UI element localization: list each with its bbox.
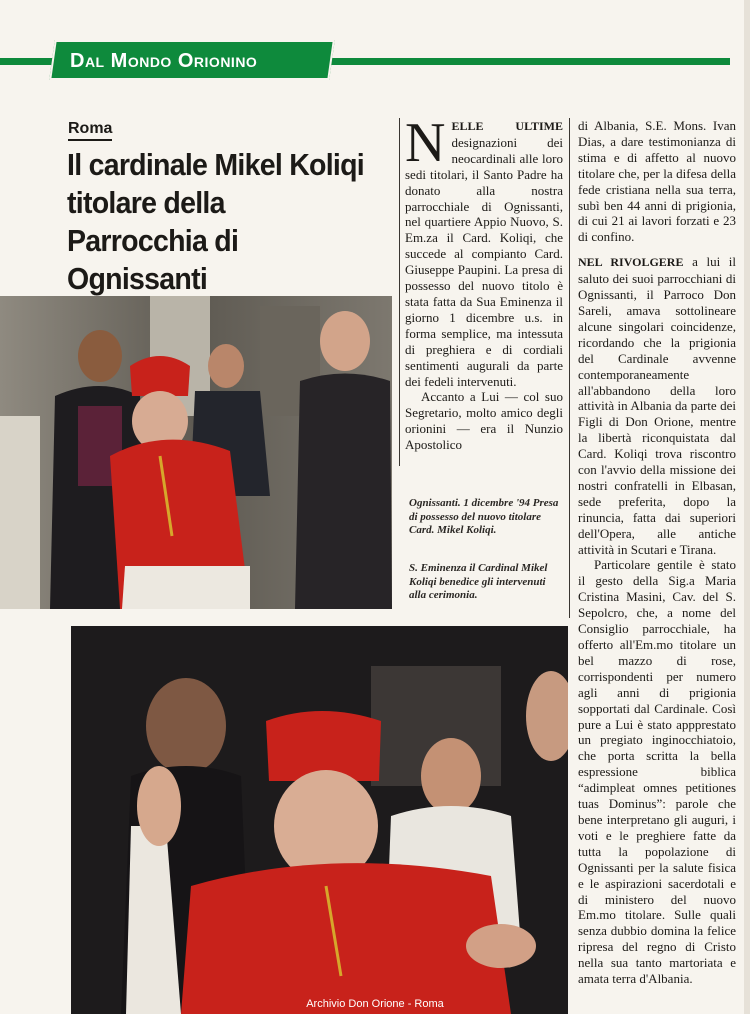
article-location: Roma bbox=[68, 120, 112, 141]
photo-caption-blessing: S. Eminenza il Cardinal Mikel Koliqi benedice gli intervenuti alla cerimonia. bbox=[409, 562, 548, 601]
section-label: Dal Mondo Orionino bbox=[70, 50, 258, 72]
photo-procession bbox=[0, 296, 392, 609]
archive-watermark: Archivio Don Orione - Roma bbox=[306, 998, 444, 1010]
photo-blessing bbox=[71, 626, 568, 1014]
text-column-1 bbox=[405, 112, 563, 453]
column-rule bbox=[569, 118, 570, 618]
paragraph-text: a lui il saluto dei suoi parrocchiani di Ognissanti, il Parroco Don Sareli, amava sottolineare alcune singolari coincidenze, ricordando che la prigionia del Cardinale avvenne contemporaneamente all'abbandono della loro attività in Albania da parte dei Figli di Don Orione, mentre la libertà riconquistata dal Card. Koliqi trova riscontro con l'avvio della missione dei nostri confratelli in Elbasan, sede preferita, dopo la rinuncia, fatta dai superiori dell'Opera, alle antiche attività in Scutari e Tirana. bbox=[578, 254, 737, 557]
paragraph: Accanto a Lui — col suo Segretario, molto amico degli orionini — era il Nunzio Apostolico bbox=[405, 389, 563, 453]
photo-caption-procession: Ognissanti. 1 dicembre '94 Presa di possesso del nuovo titolare Card. Mikel Koliqi. bbox=[409, 497, 559, 536]
paragraph-lead: NEL RIVOLGERE bbox=[578, 255, 684, 270]
column-rule bbox=[399, 118, 400, 466]
paragraph: di Albania, S.E. Mons. Ivan Dias, a dare testimonianza di stima e di affetto al nuovo titolare che, per la difesa della fede cristiana nella sua terra, subì ben 44 anni di prigionia, di cui 21 ai lavori forzati e 23 di confino. bbox=[578, 118, 736, 245]
text-column-2 bbox=[578, 118, 736, 987]
paragraph-text: designazioni dei neocardinali alle loro sedi titolari, il Santo Padre ha donato alla nostra parrocchiale di Ognissanti, nel quartiere Appio Nuovo, S. Em.za il Card. Koliqi, che succede al compianto Card. Giuseppe Paupini. La presa di possesso del nuovo titolo è stata fatta da Sua Eminenza il giorno 1 dicembre u.s. in forma semplice, ma intessuta di preghiera e di cordiali sentimenti augurali da parte dei fedeli intervenuti. bbox=[405, 134, 563, 389]
paragraph bbox=[405, 112, 563, 389]
article-headline: Il cardinale Mikel Koliqi titolare della Parrocchia di Ognissanti bbox=[67, 147, 365, 296]
drop-cap: N bbox=[405, 112, 446, 174]
paragraph: Particolare gentile è stato il gesto della Sig.a Maria Cristina Masini, Cav. del S. Sepolcro, che, a nome del Consiglio parrocchiale, ha offerto all'Em.mo titolare un bel mazzo di rose, corrispondenti per numero agli anni di prigionia sopportati dal Cardinale. Così pure a Lui è stato appprestato un pregiato inginocchiatoio, che porta scritta la bella espressione biblica “adimpleat omnes petitiones tuas Dominus”: parole che bene interpretano gli auguri, i voti e le preghiere fatte da tutta la popolazione di Ognissanti per la salute fisica e le aspirazioni sacerdotali e di ministero del nuovo Em.mo titolare. Sulle quali senza dubbio domina la felice ripresa del regno di Cristo nella sua tanto martoriata e amata terra d'Albania. bbox=[578, 557, 736, 987]
page-edge bbox=[744, 0, 750, 1014]
paragraph bbox=[578, 254, 736, 557]
paragraph-lead: ELLE ULTIME bbox=[451, 119, 563, 133]
